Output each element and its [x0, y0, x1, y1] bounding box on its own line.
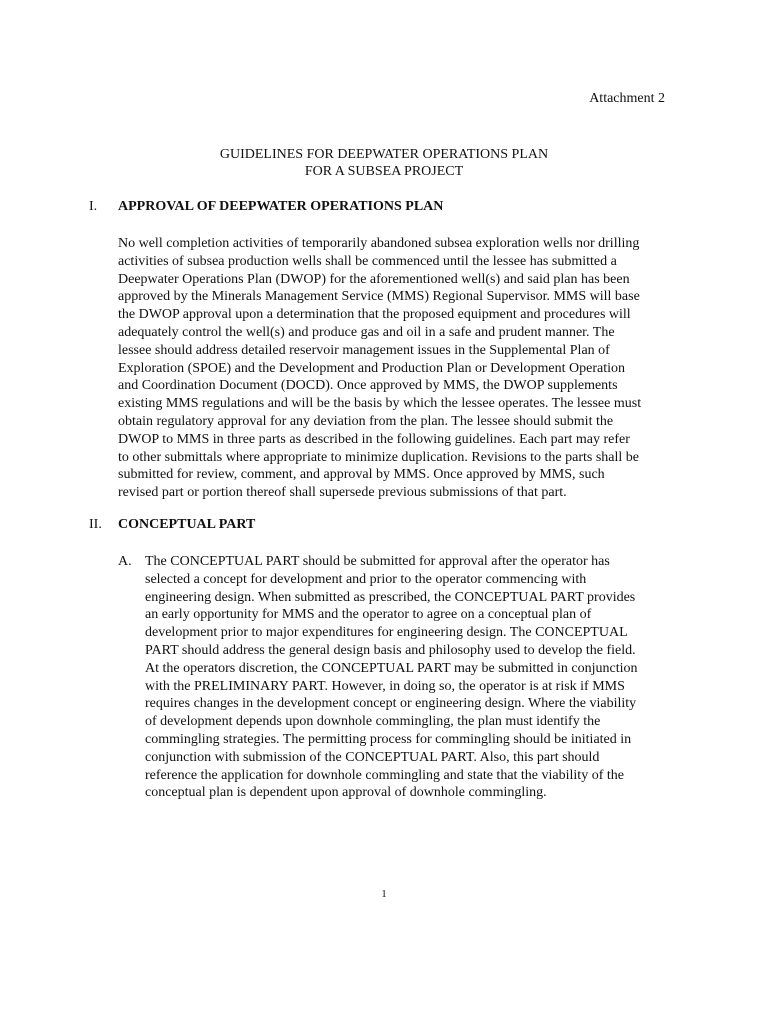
paragraph-line: No well completion activities of temporarily abandoned subsea exploration wells nor drilling [118, 236, 640, 251]
paragraph-line: selected a concept for development and prior to the operator commencing with [145, 571, 587, 587]
section-1-title: APPROVAL OF DEEPWATER OPERATIONS PLAN [118, 199, 444, 214]
paragraph-line: engineering design. When submitted as prescribed, the CONCEPTUAL PART provides [145, 589, 636, 605]
paragraph-line: adequately control the well(s) and produce gas and oil in a safe and prudent manner. The [118, 324, 615, 340]
paragraph-line: existing MMS regulations and will be the basis by which the lessee operates. The lessee must [118, 396, 642, 412]
section-1-paragraph [118, 235, 641, 502]
paragraph-line: of development depends upon downhole commingling, the plan must identify the [145, 714, 601, 730]
paragraph-line: lessee should address detailed reservoir management issues in the Supplemental Plan of [118, 342, 610, 358]
page-number: 1 [381, 888, 387, 900]
paragraph-line: Deepwater Operations Plan (DWOP) for the aforementioned well(s) and said plan has been [118, 271, 630, 287]
paragraph-line: development prior to major expenditures for engineering design. The CONCEPTUAL [145, 625, 628, 641]
title-line-2: FOR A SUBSEA PROJECT [304, 164, 464, 179]
paragraph-line: At the operators discretion, the CONCEPTUAL PART may be submitted in conjunction [145, 660, 638, 676]
paragraph-line: conjunction with submission of the CONCEPTUAL PART. Also, this part should [145, 749, 600, 765]
paragraph-line: an early opportunity for MMS and the operator to agree on a conceptual plan of [145, 607, 592, 623]
paragraph-line: PART should address the general design basis and philosophy used to develop the field. [145, 642, 636, 658]
paragraph-line: revised part or portion thereof shall supersede previous submissions of that part. [118, 485, 567, 501]
item-a-paragraph [145, 553, 637, 802]
item-a-letter: A. [118, 554, 132, 569]
paragraph-line: The CONCEPTUAL PART should be submitted for approval after the operator has [145, 554, 610, 569]
paragraph-line: submitted for review, comment, and approval by MMS. Once approved by MMS, such [118, 467, 605, 483]
paragraph-line: approved by the Minerals Management Service (MMS) Regional Supervisor. MMS will base [118, 289, 640, 305]
paragraph-line: Exploration (SPOE) and the Development and Production Plan or Development Operation [118, 360, 626, 376]
paragraph-line: and Coordination Document (DOCD). Once approved by MMS, the DWOP supplements [118, 378, 618, 394]
paragraph-line: conceptual plan is dependent upon approval of downhole commingling. [145, 785, 547, 801]
paragraph-line: reference the application for downhole commingling and state that the viability of the [145, 767, 624, 783]
document-title [0, 146, 768, 180]
section-2-title: CONCEPTUAL PART [118, 517, 256, 532]
paragraph-line: commingling strategies. The permitting process for commingling should be initiated in [145, 731, 632, 747]
attachment-label: Attachment 2 [589, 91, 665, 106]
title-line-1: GUIDELINES FOR DEEPWATER OPERATIONS PLAN [219, 147, 549, 162]
paragraph-line: obtain regulatory approval for any deviation from the plan. The lessee should submit the [118, 413, 614, 429]
section-1-number: I. [89, 199, 98, 214]
section-2-number: II. [89, 517, 102, 532]
paragraph-line: activities of subsea production wells shall be commenced until the lessee has submitted a [118, 253, 617, 269]
paragraph-line: with the PRELIMINARY PART. However, in doing so, the operator is at risk if MMS [145, 678, 625, 694]
paragraph-line: DWOP to MMS in three parts as described in the following guidelines. Each part may refer [118, 431, 630, 447]
paragraph-line: the DWOP approval upon a determination that the proposed equipment and procedures will [118, 307, 631, 323]
paragraph-line: requires changes in the development concept or engineering design. Where the viability [145, 696, 637, 712]
paragraph-line: to other submittals where appropriate to minimize duplication. Revisions to the parts shall be [118, 449, 640, 465]
